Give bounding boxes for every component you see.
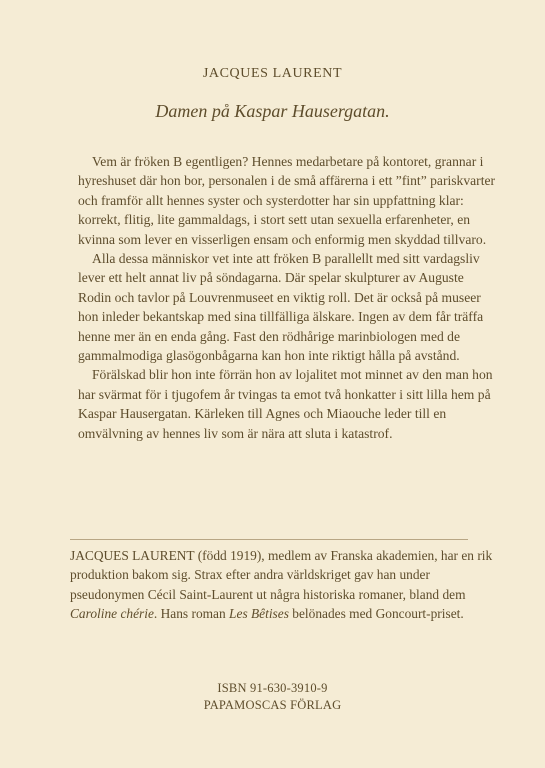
bio-text: . Hans roman <box>153 606 230 622</box>
isbn: ISBN 91-630-3910-9 <box>217 681 328 695</box>
bio-book-title: Les Bêtises <box>229 606 289 622</box>
bio-book-title: Caroline chérie <box>70 606 154 622</box>
bio-text: JACQUES LAURENT (född 1919), medlem av Franska akademien, har en rik produktion bakom sig. Strax efter andra världskriget gav han under pseudonymen Cécil Saint-Laurent ut några historiska romaner, bland dem <box>70 548 493 602</box>
publisher-info <box>0 680 545 714</box>
book-blurb <box>78 152 498 443</box>
divider <box>70 539 468 540</box>
bio-text: belönades med Goncourt-priset. <box>288 606 464 622</box>
author-name: JACQUES LAURENT <box>202 66 343 81</box>
author-bio <box>70 546 494 624</box>
publisher-name: PAPAMOSCAS FÖRLAG <box>203 698 342 712</box>
blurb-paragraph: Förälskad blir hon inte förrän hon av lojalitet mot minnet av den man hon har svärmat för i tjugofem år tvingas ta emot två honkatter i sitt lilla hem på Kaspar Hausergatan. Kärleken till Agnes och Miaouche leder till en omvälvning av hennes liv som är nära att sluta i katastrof. <box>78 367 493 441</box>
blurb-paragraph: Vem är fröken B egentligen? Hennes medarbetare på kontoret, grannar i hyreshuset där hon bor, personalen i de små affärerna i ett ”fint” pariskvarter och framför allt hennes syster och systerdotter har sin uppfattning klar: korrekt, flitig, lite gammaldags, i stort sett utan sexuella erfarenheter, en kvinna som lever en visserligen ensam och enformig men skyddad tillvaro. <box>78 154 496 247</box>
bio-paragraph <box>70 546 494 624</box>
blurb-paragraph: Alla dessa människor vet inte att fröken B parallellt med sitt vardagsliv lever ett helt annat liv på söndagarna. Där spelar skulpturer av Auguste Rodin och tavlor på Louvrenmuseet en viktig roll. Det är också på museer hon inleder bekantskap med sina tillfälliga älskare. Ingen av dem får träffa henne mer än en enda gång. Fast den rödhårige marinbiologen med de gammalmodiga glasögonbågarna kan hon inte riktigt hålla på avstånd. <box>78 251 484 364</box>
book-title: Damen på Kaspar Hausergatan. <box>155 101 390 121</box>
